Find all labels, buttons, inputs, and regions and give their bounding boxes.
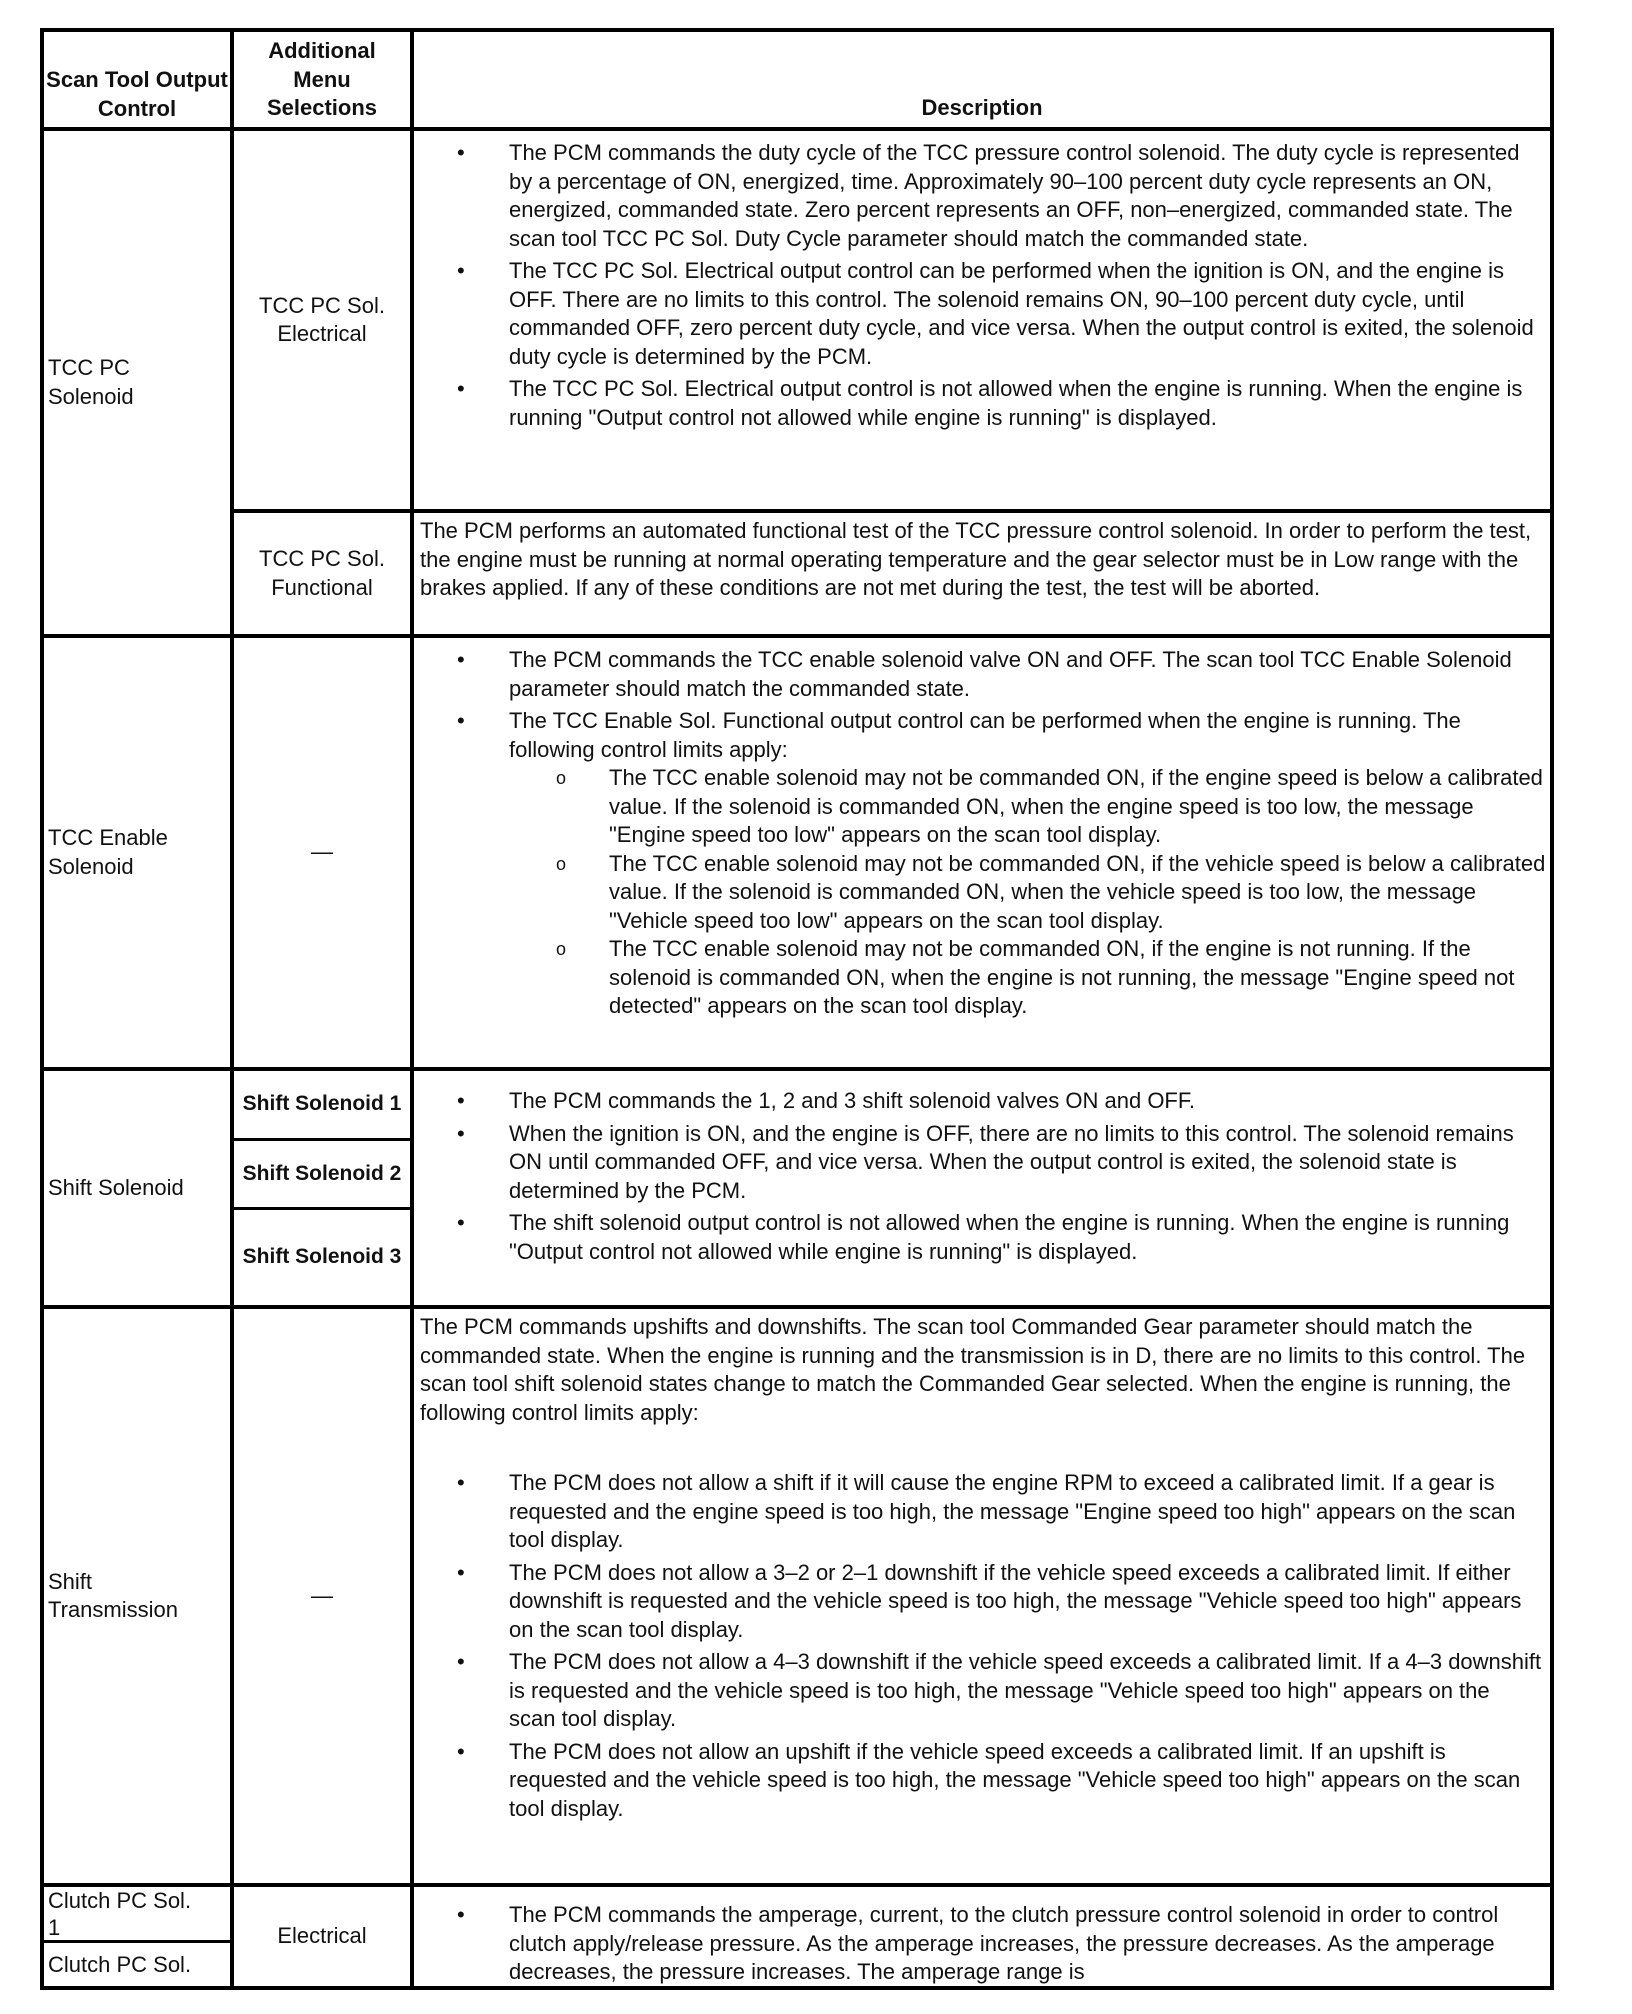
description-shift-solenoid [414, 1071, 1550, 1305]
header-scan-tool-output-control: Scan Tool Output Control [46, 67, 228, 121]
header-additional-menu-selections: Additional Menu Selections [266, 38, 378, 120]
selection-shift-solenoid-1: Shift Solenoid 1 [242, 1092, 402, 1116]
list-item: • The PCM does not allow an upshift if the vehicle speed exceeds a calibrated limit. If an upshift is requested and the vehicle speed is too high, the message "Vehicle speed too high" appears on the scan tool display. [457, 1738, 1521, 1821]
control-tcc-enable-solenoid: TCC Enable Solenoid [48, 825, 168, 879]
selection-none: — [311, 1582, 333, 1608]
selection-none: — [311, 839, 333, 865]
control-tcc-pc-solenoid: TCC PC Solenoid [48, 355, 134, 409]
control-clutch-pc-sol-1: Clutch PC Sol. 1 [48, 1888, 192, 1940]
selection-shift-solenoid-2: Shift Solenoid 2 [242, 1161, 402, 1185]
control-shift-solenoid: Shift Solenoid [48, 1174, 184, 1200]
sub-list-item: o The TCC enable solenoid may not be commanded ON, if the vehicle speed is below a calibrated value. If the solenoid is commanded ON, when the vehicle speed is too low, the message "Vehicle speed too low" appears on the scan tool display. [556, 850, 1546, 933]
description-clutch-pc [414, 1887, 1550, 1986]
control-clutch-pc-sol-2: Clutch PC Sol. [48, 1952, 192, 1977]
list-item: • The TCC Enable Sol. Functional output control can be performed when the engine is running. The following control limits apply: [457, 708, 1461, 762]
description-tcc-pc-electrical [414, 131, 1550, 509]
list-item: • The TCC PC Sol. Electrical output control is not allowed when the engine is running. When the engine is running "Output control not allowed while engine is running" is displayed. [457, 376, 1523, 430]
list-item: • The PCM commands the duty cycle of the TCC pressure control solenoid. The duty cycle is represented by a percentage of ON, energized, time. Approximately 90–100 percent duty cycle represents an ON, energized, commanded state. Zero percent represents an OFF, non–energized, commanded state. The scan tool TCC PC Sol. Duty Cycle parameter should match the commanded state. [457, 140, 1520, 251]
sub-list-item: o The TCC enable solenoid may not be commanded ON, if the engine speed is below a calibrated value. If the solenoid is commanded ON, when the engine speed is too low, the message "Engine speed too low" appears on the scan tool display. [556, 765, 1543, 847]
selection-tcc-pc-sol-electrical: TCC PC Sol. Electrical [259, 292, 385, 346]
description-tcc-enable [414, 638, 1550, 1067]
sub-list-item: o The TCC enable solenoid may not be commanded ON, if the engine is not running. If the solenoid is commanded ON, when the engine is not running, the message "Engine speed not detected" appears on the scan tool display. [556, 936, 1515, 1018]
list-item: • The shift solenoid output control is not allowed when the engine is running. When the engine is running "Output control not allowed while engine is running" is displayed. [457, 1210, 1510, 1264]
list-item: • The TCC PC Sol. Electrical output control can be performed when the ignition is ON, and the engine is OFF. There are no limits to this control. The solenoid remains ON, 90–100 percent duty cycle, until commanded OFF, zero percent duty cycle, and vice versa. When the output control is exited, the solenoid duty cycle is determined by the PCM. [457, 258, 1534, 369]
list-item: • The PCM commands the amperage, current, to the clutch pressure control solenoid in order to control clutch apply/release pressure. As the amperage increases, the pressure decreases. As the amperage decreases, the pressure increases. The amperage range is [457, 1902, 1499, 1984]
control-shift-transmission: Shift Transmission [48, 1568, 178, 1622]
list-item: • When the ignition is ON, and the engine is OFF, there are no limits to this control. The solenoid remains ON until commanded OFF, and vice versa. When the output control is exited, the solenoid state is determined by the PCM. [457, 1120, 1514, 1203]
list-item: • The PCM commands the TCC enable solenoid valve ON and OFF. The scan tool TCC Enable Solenoid parameter should match the commanded state. [457, 647, 1512, 701]
selection-tcc-pc-sol-functional: TCC PC Sol. Functional [259, 546, 385, 600]
list-item: • The PCM commands the 1, 2 and 3 shift solenoid valves ON and OFF. [457, 1088, 1195, 1113]
list-item: • The PCM does not allow a 4–3 downshift if the vehicle speed exceeds a calibrated limit. If a 4–3 downshift is requested and the vehicle speed is too high, the message "Vehicle speed too high" appears on the scan tool display. [457, 1649, 1542, 1731]
list-item: • The PCM does not allow a 3–2 or 2–1 downshift if the vehicle speed exceeds a calibrated limit. If either downshift is requested and the vehicle speed is too high, the message "Vehicle speed too high" appears on the scan tool display. [457, 1559, 1522, 1642]
description-shift-transmission: The PCM commands upshifts and downshifts. The scan tool Commanded Gear parameter should match the commanded state. When the engine is running and the transmission is in D, there are no limits to this control. The scan tool shift solenoid states change to match the Commanded Gear selected. When the engine is running, the following control limits apply: • The PCM does not allow a shift if it will cause the engine RPM to exceed a calibrated limit. If a gear is requested and the engine speed is too high, the message "Engine speed too high" appears on the scan tool display. • The PCM does not allow a 3–2 or 2–1 downshift if the vehicle speed exceeds a calibrated limit. If either downshift is requested and the vehicle speed is too high, the message "Vehicle speed too high" appears on the scan tool display. • The PCM does not allow a 4–3 downshift if the vehicle speed exceeds a calibrated limit. If a 4–3 downshift is requested and the vehicle speed is too high, the message "Vehicle speed too high" appears on the scan tool display. • The PCM does not allow an upshift if the vehicle speed exceeds a calibrated limit. If an upshift is requested and the vehicle speed is too high, the message "Vehicle speed too high" appears on the scan tool display. [414, 1309, 1550, 1883]
header-description: Description [921, 95, 1043, 120]
selection-electrical: Electrical [277, 1923, 367, 1949]
output-control-table [40, 28, 1554, 1990]
description-tcc-pc-functional: The PCM performs an automated functional test of the TCC pressure control solenoid. In order to perform the test, the engine must be running at normal operating temperature and the gear selector must be in Low range with the brakes applied. If any of these conditions are not met during the test, the test will be aborted. [420, 518, 1532, 600]
selection-shift-solenoid-3: Shift Solenoid 3 [242, 1245, 402, 1269]
list-item: • The PCM does not allow a shift if it will cause the engine RPM to exceed a calibrated limit. If a gear is requested and the engine speed is too high, the message "Engine speed too high" appears on the scan tool display. [457, 1470, 1516, 1552]
